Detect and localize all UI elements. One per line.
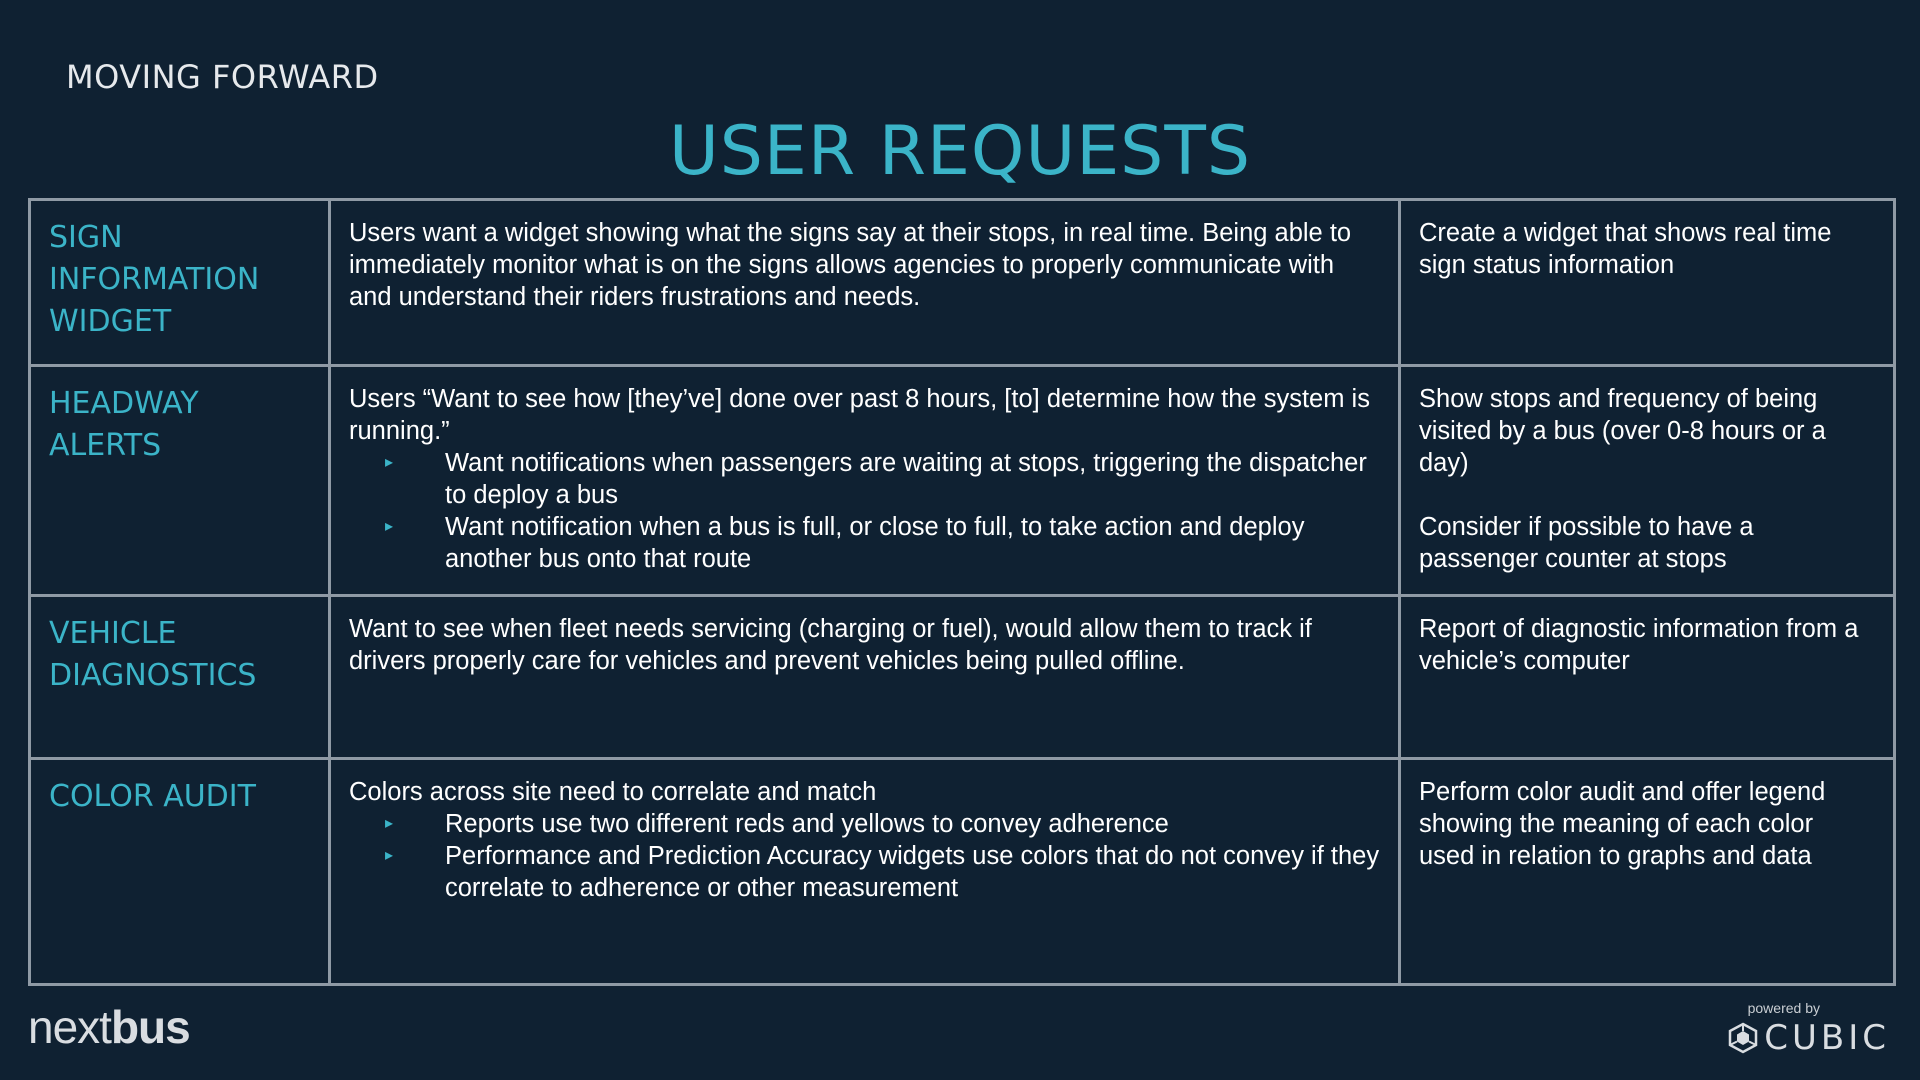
table-row	[30, 366, 1895, 596]
description-cell	[330, 759, 1400, 985]
table-row	[30, 200, 1895, 366]
topic-cell	[30, 200, 330, 366]
solution-text: Consider if possible to have a passenger counter at stops	[1419, 513, 1754, 573]
solution-cell	[1400, 759, 1895, 985]
bullet-text: Performance and Prediction Accuracy widgets use colors that do not convey if they correlate to adherence or other measurement	[445, 842, 1380, 902]
paragraph-gap	[1419, 479, 1875, 511]
bullet-arrow-icon: ▸	[385, 518, 394, 535]
solution-cell	[1400, 596, 1895, 759]
description-cell	[330, 366, 1400, 596]
description-text: Colors across site need to correlate and match	[349, 778, 877, 806]
cubic-cube-icon	[1728, 1022, 1758, 1054]
nextbus-logo-bold: bus	[110, 1001, 190, 1053]
description-cell	[330, 596, 1400, 759]
table-row	[30, 596, 1895, 759]
bullet-item	[349, 511, 1380, 575]
section-kicker: MOVING FORWARD	[66, 58, 379, 96]
solution-cell	[1400, 200, 1895, 366]
powered-by-label: powered by	[1747, 1000, 1820, 1016]
bullet-list	[349, 808, 1380, 904]
bullet-arrow-icon: ▸	[385, 454, 394, 471]
nextbus-logo-light: next	[28, 1001, 111, 1053]
bullet-item	[349, 808, 1380, 840]
solution-text: Report of diagnostic information from a vehicle’s computer	[1419, 615, 1859, 675]
user-requests-table	[28, 198, 1896, 986]
bullet-item	[349, 840, 1380, 904]
solution-text: Create a widget that shows real time sign status information	[1419, 219, 1832, 279]
nextbus-logo	[28, 1000, 190, 1054]
topic-label: VEHICLE DIAGNOSTICS	[49, 616, 257, 693]
bullet-item	[349, 447, 1380, 511]
topic-cell	[30, 596, 330, 759]
bullet-text: Reports use two different reds and yellows to convey adherence	[445, 810, 1169, 838]
topic-label: SIGN INFORMATION WIDGET	[49, 220, 260, 339]
cubic-logo	[1670, 1000, 1890, 1056]
description-cell	[330, 200, 1400, 366]
bullet-text: Want notifications when passengers are waiting at stops, triggering the dispatcher to deploy a bus	[445, 449, 1367, 509]
bullet-arrow-icon: ▸	[385, 815, 394, 832]
bullet-list	[349, 447, 1380, 575]
topic-label: HEADWAY ALERTS	[49, 386, 199, 463]
topic-cell	[30, 366, 330, 596]
topic-label: COLOR AUDIT	[49, 779, 256, 814]
description-text: Want to see when fleet needs servicing (charging or fuel), would allow them to track if drivers properly care for vehicles and prevent vehicles being pulled offline.	[349, 615, 1312, 675]
bullet-text: Want notification when a bus is full, or close to full, to take action and deploy another bus onto that route	[445, 513, 1305, 573]
description-text: Users want a widget showing what the signs say at their stops, in real time. Being able to immediately monitor what is on the signs allows agencies to properly communicate with and understand their riders frustrations and needs.	[349, 219, 1352, 311]
solution-cell	[1400, 366, 1895, 596]
page-title: USER REQUESTS	[668, 112, 1252, 191]
topic-cell	[30, 759, 330, 985]
cubic-wordmark: CUBIC	[1764, 1018, 1890, 1058]
table-row	[30, 759, 1895, 985]
bullet-arrow-icon: ▸	[385, 847, 394, 864]
solution-text: Perform color audit and offer legend showing the meaning of each color used in relation to graphs and data	[1419, 778, 1826, 870]
description-text: Users “Want to see how [they’ve] done over past 8 hours, [to] determine how the system is running.”	[349, 385, 1370, 445]
solution-text: Show stops and frequency of being visited by a bus (over 0-8 hours or a day)	[1419, 385, 1826, 477]
